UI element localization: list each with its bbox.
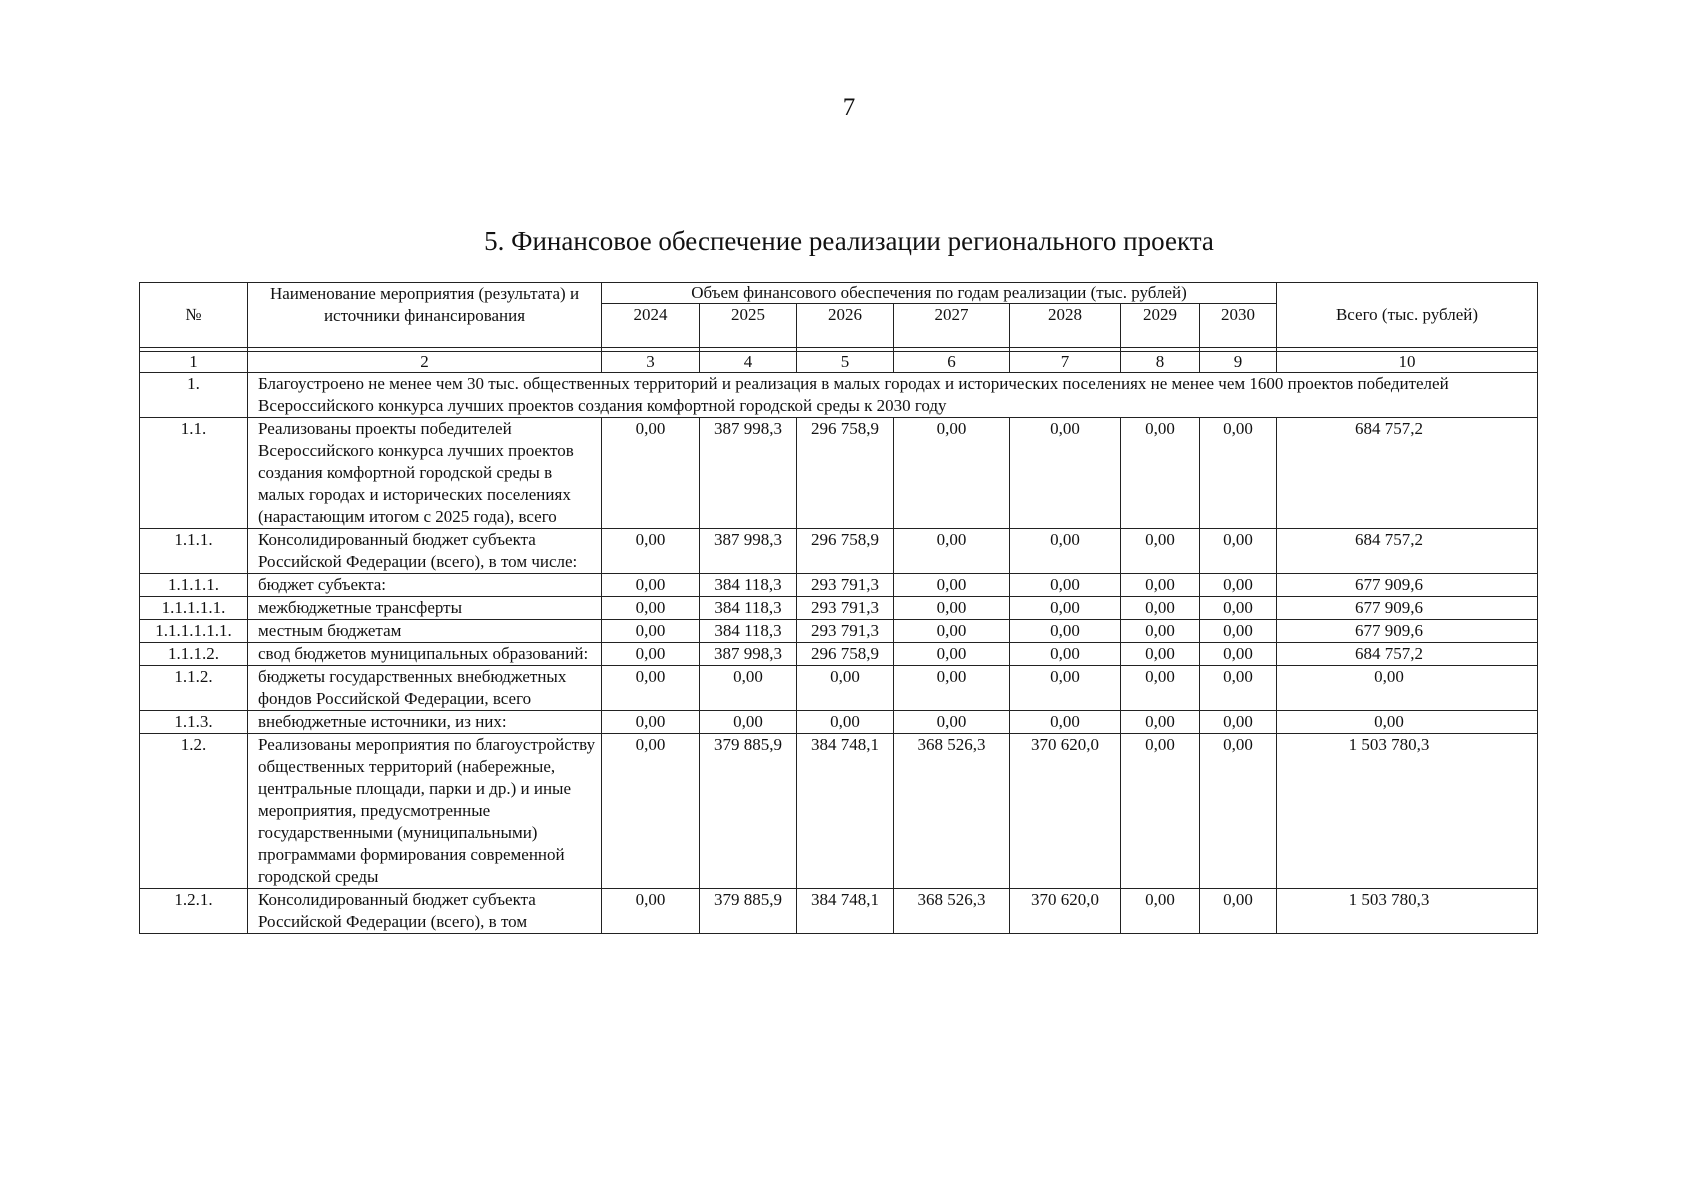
page-number: 7 [842,94,856,121]
year-value-cell: 293 791,3 [797,620,894,643]
table-row [140,889,1538,934]
table-row [140,574,1538,597]
year-value-cell: 0,00 [1121,418,1200,529]
financing-table [139,282,1538,934]
year-value-cell: 293 791,3 [797,574,894,597]
year-value-cell: 0,00 [1200,529,1277,574]
header-year: 2029 [1121,304,1200,348]
year-value-cell: 384 748,1 [797,889,894,934]
year-value-cell: 0,00 [602,666,700,711]
table-row [140,666,1538,711]
row-number: 1.1.1.1. [140,574,248,597]
row-total: 677 909,6 [1277,620,1538,643]
year-value-cell: 368 526,3 [894,734,1010,889]
year-value-cell: 0,00 [602,529,700,574]
year-value-cell: 296 758,9 [797,643,894,666]
table-row [140,643,1538,666]
table-row [140,711,1538,734]
header-year: 2026 [797,304,894,348]
year-value-cell: 370 620,0 [1010,734,1121,889]
year-value-cell: 0,00 [1121,574,1200,597]
column-number: 1 [140,352,248,373]
row-name: Реализованы проекты победителей Всероссийского конкурса лучших проектов создания комфортной городской среды в малых городах и исторических поселениях (нарастающим итогом с 2025 года), всего [248,418,602,529]
year-value-cell: 296 758,9 [797,418,894,529]
header-no: № [140,283,248,348]
year-value-cell: 0,00 [602,620,700,643]
section-title: 5. Финансовое обеспечение реализации регионального проекта [484,226,1214,256]
year-value-cell: 0,00 [1121,529,1200,574]
year-value-cell: 0,00 [894,418,1010,529]
column-number: 10 [1277,352,1538,373]
year-value-cell: 0,00 [1010,574,1121,597]
year-value-cell: 0,00 [1200,889,1277,934]
row-name: Консолидированный бюджет субъекта Российской Федерации (всего), в том числе: [248,529,602,574]
year-value-cell: 0,00 [1121,889,1200,934]
table-row [140,620,1538,643]
row-name: внебюджетные источники, из них: [248,711,602,734]
row-number: 1.2. [140,734,248,889]
column-number: 3 [602,352,700,373]
row-total: 0,00 [1277,711,1538,734]
year-value-cell: 0,00 [602,597,700,620]
row-name: местным бюджетам [248,620,602,643]
year-value-cell: 0,00 [1010,529,1121,574]
year-value-cell: 0,00 [1200,734,1277,889]
table-row [140,597,1538,620]
year-value-cell: 0,00 [797,711,894,734]
year-value-cell: 387 998,3 [700,529,797,574]
year-value-cell: 0,00 [894,643,1010,666]
year-value-cell: 0,00 [1010,620,1121,643]
year-value-cell: 0,00 [700,711,797,734]
year-value-cell: 0,00 [1200,711,1277,734]
year-value-cell: 387 998,3 [700,643,797,666]
year-value-cell: 0,00 [1121,666,1200,711]
year-value-cell: 0,00 [1121,711,1200,734]
year-value-cell: 0,00 [894,529,1010,574]
table-row [140,734,1538,889]
column-number: 7 [1010,352,1121,373]
row-number: 1.1.3. [140,711,248,734]
year-value-cell: 387 998,3 [700,418,797,529]
year-value-cell: 0,00 [602,711,700,734]
row-name: бюджеты государственных внебюджетных фондов Российской Федерации, всего [248,666,602,711]
year-value-cell: 0,00 [1200,620,1277,643]
row-total: 684 757,2 [1277,643,1538,666]
row-number: 1.1.1.1.1.1. [140,620,248,643]
row-total: 684 757,2 [1277,529,1538,574]
year-value-cell: 0,00 [1121,597,1200,620]
column-number-row [140,352,1538,373]
year-value-cell: 370 620,0 [1010,889,1121,934]
header-row-1 [140,283,1538,304]
year-value-cell: 0,00 [602,889,700,934]
column-number: 2 [248,352,602,373]
year-value-cell: 0,00 [1200,418,1277,529]
row-number: 1.1.2. [140,666,248,711]
year-value-cell: 0,00 [1121,643,1200,666]
section-text: Благоустроено не менее чем 30 тыс. общественных территорий и реализация в малых городах и исторических поселениях не менее чем 1600 проектов победителей Всероссийского конкурса лучших проектов создания комфортной городской среды к 2030 году [248,373,1538,418]
section-row [140,373,1538,418]
year-value-cell: 384 748,1 [797,734,894,889]
year-value-cell: 0,00 [894,574,1010,597]
year-value-cell: 0,00 [1010,666,1121,711]
year-value-cell: 384 118,3 [700,574,797,597]
year-value-cell: 0,00 [894,666,1010,711]
row-total: 677 909,6 [1277,597,1538,620]
year-value-cell: 379 885,9 [700,734,797,889]
table-row [140,529,1538,574]
row-total: 1 503 780,3 [1277,889,1538,934]
year-value-cell: 0,00 [602,418,700,529]
column-number: 6 [894,352,1010,373]
year-value-cell: 0,00 [1010,643,1121,666]
year-value-cell: 0,00 [1010,597,1121,620]
year-value-cell: 0,00 [1200,574,1277,597]
header-year: 2030 [1200,304,1277,348]
header-year: 2028 [1010,304,1121,348]
row-number: 1.1.1.1.1. [140,597,248,620]
header-year: 2024 [602,304,700,348]
year-value-cell: 0,00 [894,711,1010,734]
column-number: 9 [1200,352,1277,373]
year-value-cell: 0,00 [602,643,700,666]
table-row [140,418,1538,529]
section-number: 1. [140,373,248,418]
year-value-cell: 0,00 [700,666,797,711]
header-name: Наименование мероприятия (результата) и источники финансирования [248,283,602,348]
year-value-cell: 0,00 [1200,666,1277,711]
year-value-cell: 0,00 [1010,418,1121,529]
row-total: 684 757,2 [1277,418,1538,529]
year-value-cell: 384 118,3 [700,597,797,620]
column-number: 4 [700,352,797,373]
header-years-group: Объем финансового обеспечения по годам реализации (тыс. рублей) [602,283,1277,304]
year-value-cell: 379 885,9 [700,889,797,934]
row-name: бюджет субъекта: [248,574,602,597]
row-total: 0,00 [1277,666,1538,711]
row-number: 1.2.1. [140,889,248,934]
row-number: 1.1. [140,418,248,529]
year-value-cell: 0,00 [602,734,700,889]
header-year: 2025 [700,304,797,348]
year-value-cell: 296 758,9 [797,529,894,574]
year-value-cell: 293 791,3 [797,597,894,620]
year-value-cell: 0,00 [894,597,1010,620]
row-name: свод бюджетов муниципальных образований: [248,643,602,666]
year-value-cell: 0,00 [797,666,894,711]
row-number: 1.1.1. [140,529,248,574]
year-value-cell: 0,00 [1200,643,1277,666]
row-name: межбюджетные трансферты [248,597,602,620]
year-value-cell: 0,00 [1121,734,1200,889]
year-value-cell: 0,00 [1121,620,1200,643]
row-number: 1.1.1.2. [140,643,248,666]
row-name: Консолидированный бюджет субъекта Российской Федерации (всего), в том [248,889,602,934]
header-year: 2027 [894,304,1010,348]
column-number: 5 [797,352,894,373]
row-total: 1 503 780,3 [1277,734,1538,889]
row-total: 677 909,6 [1277,574,1538,597]
year-value-cell: 0,00 [1200,597,1277,620]
header-total: Всего (тыс. рублей) [1277,283,1538,348]
year-value-cell: 0,00 [602,574,700,597]
year-value-cell: 0,00 [894,620,1010,643]
year-value-cell: 384 118,3 [700,620,797,643]
row-name: Реализованы мероприятия по благоустройству общественных территорий (набережные, центральные площади, парки и др.) и иные мероприятия, предусмотренные государственными (муниципальными) программами формирования современной городской среды [248,734,602,889]
year-value-cell: 0,00 [1010,711,1121,734]
column-number: 8 [1121,352,1200,373]
year-value-cell: 368 526,3 [894,889,1010,934]
